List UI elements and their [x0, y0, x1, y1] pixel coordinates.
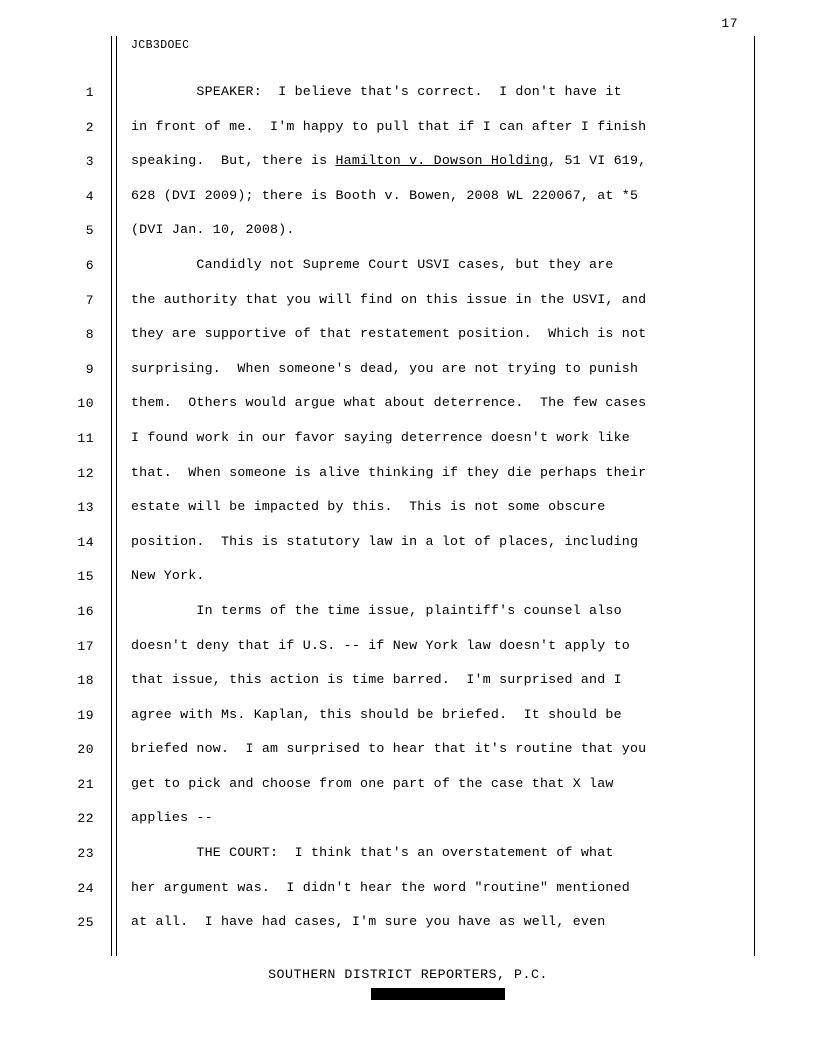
line-text: get to pick and choose from one part of the case that X law	[131, 775, 614, 791]
case-citation: Hamilton v. Dowson Holding	[335, 153, 549, 169]
line-text: New York.	[131, 568, 205, 584]
line-number: 10	[77, 396, 94, 412]
line-number: 18	[77, 673, 94, 689]
line-number: 4	[85, 188, 94, 204]
redaction-bar	[371, 988, 505, 1000]
line-number: 14	[77, 534, 94, 550]
line-number: 5	[85, 223, 94, 239]
document-header-id: JCB3DOEC	[131, 39, 190, 52]
transcript-body	[0, 82, 816, 947]
line-number: 19	[77, 707, 94, 723]
transcript-line	[0, 82, 816, 117]
transcript-line	[0, 393, 816, 428]
line-text: agree with Ms. Kaplan, this should be briefed. It should be	[131, 706, 622, 722]
line-text: 628 (DVI 2009); there is Booth v. Bowen, 2008 WL 220067, at *5	[131, 187, 639, 203]
line-text: that. When someone is alive thinking if they die perhaps their	[131, 464, 647, 480]
transcript-line	[0, 808, 816, 843]
line-text: I found work in our favor saying deterrence doesn't work like	[131, 429, 630, 445]
line-number: 25	[77, 915, 94, 931]
transcript-line	[0, 774, 816, 809]
transcript-line	[0, 532, 816, 567]
page-number: 17	[721, 16, 738, 31]
line-number: 2	[85, 119, 94, 135]
line-text: position. This is statutory law in a lot of places, including	[131, 533, 639, 549]
line-number: 7	[85, 292, 94, 308]
line-number: 1	[85, 85, 94, 100]
line-number: 8	[85, 327, 94, 343]
transcript-line	[0, 151, 816, 186]
line-number: 6	[85, 257, 94, 273]
line-text: them. Others would argue what about deterrence. The few cases	[131, 395, 647, 411]
line-text: SPEAKER: I believe that's correct. I don't have it	[131, 84, 622, 99]
transcript-line	[0, 359, 816, 394]
line-text: in front of me. I'm happy to pull that if I can after I finish	[131, 118, 647, 134]
line-text: they are supportive of that restatement position. Which is not	[131, 326, 647, 342]
transcript-line	[0, 117, 816, 152]
line-number: 17	[77, 638, 94, 654]
line-text: (DVI Jan. 10, 2008).	[131, 222, 295, 238]
line-text: THE COURT: I think that's an overstatement of what	[131, 845, 614, 861]
transcript-line	[0, 463, 816, 498]
line-number: 13	[77, 500, 94, 516]
transcript-line	[0, 670, 816, 705]
transcript-line	[0, 636, 816, 671]
transcript-line	[0, 428, 816, 463]
line-text: surprising. When someone's dead, you are not trying to punish	[131, 360, 639, 376]
line-text: Candidly not Supreme Court USVI cases, but they are	[131, 256, 614, 272]
line-number: 15	[77, 569, 94, 585]
line-text: speaking. But, there is Hamilton v. Dowson Holding, 51 VI 619,	[131, 153, 647, 169]
line-number: 23	[77, 846, 94, 862]
transcript-line	[0, 324, 816, 359]
transcript-line	[0, 878, 816, 913]
transcript-line	[0, 705, 816, 740]
line-text: In terms of the time issue, plaintiff's counsel also	[131, 602, 622, 618]
transcript-line	[0, 497, 816, 532]
line-number: 9	[85, 361, 94, 377]
line-text: that issue, this action is time barred. I'm surprised and I	[131, 672, 622, 688]
line-number: 12	[77, 465, 94, 481]
line-text: her argument was. I didn't hear the word "routine" mentioned	[131, 879, 630, 895]
line-number: 21	[77, 776, 94, 792]
line-number: 22	[77, 811, 94, 827]
transcript-line	[0, 290, 816, 325]
line-text: doesn't deny that if U.S. -- if New York law doesn't apply to	[131, 637, 630, 653]
line-text: the authority that you will find on this issue in the USVI, and	[131, 291, 647, 307]
transcript-line	[0, 912, 816, 947]
transcript-line	[0, 186, 816, 221]
transcript-line	[0, 843, 816, 878]
footer-reporter: SOUTHERN DISTRICT REPORTERS, P.C.	[268, 967, 548, 982]
line-number: 24	[77, 880, 94, 896]
line-text: at all. I have had cases, I'm sure you have as well, even	[131, 914, 606, 930]
transcript-line	[0, 601, 816, 636]
transcript-line	[0, 255, 816, 290]
line-text: estate will be impacted by this. This is not some obscure	[131, 499, 606, 515]
line-text: briefed now. I am surprised to hear that it's routine that you	[131, 741, 647, 757]
transcript-line	[0, 220, 816, 255]
line-number: 16	[77, 603, 94, 619]
line-number: 11	[77, 430, 94, 446]
transcript-line	[0, 566, 816, 601]
transcript-line	[0, 739, 816, 774]
line-text: applies --	[131, 810, 213, 826]
line-number: 20	[77, 742, 94, 758]
line-number: 3	[85, 154, 94, 170]
